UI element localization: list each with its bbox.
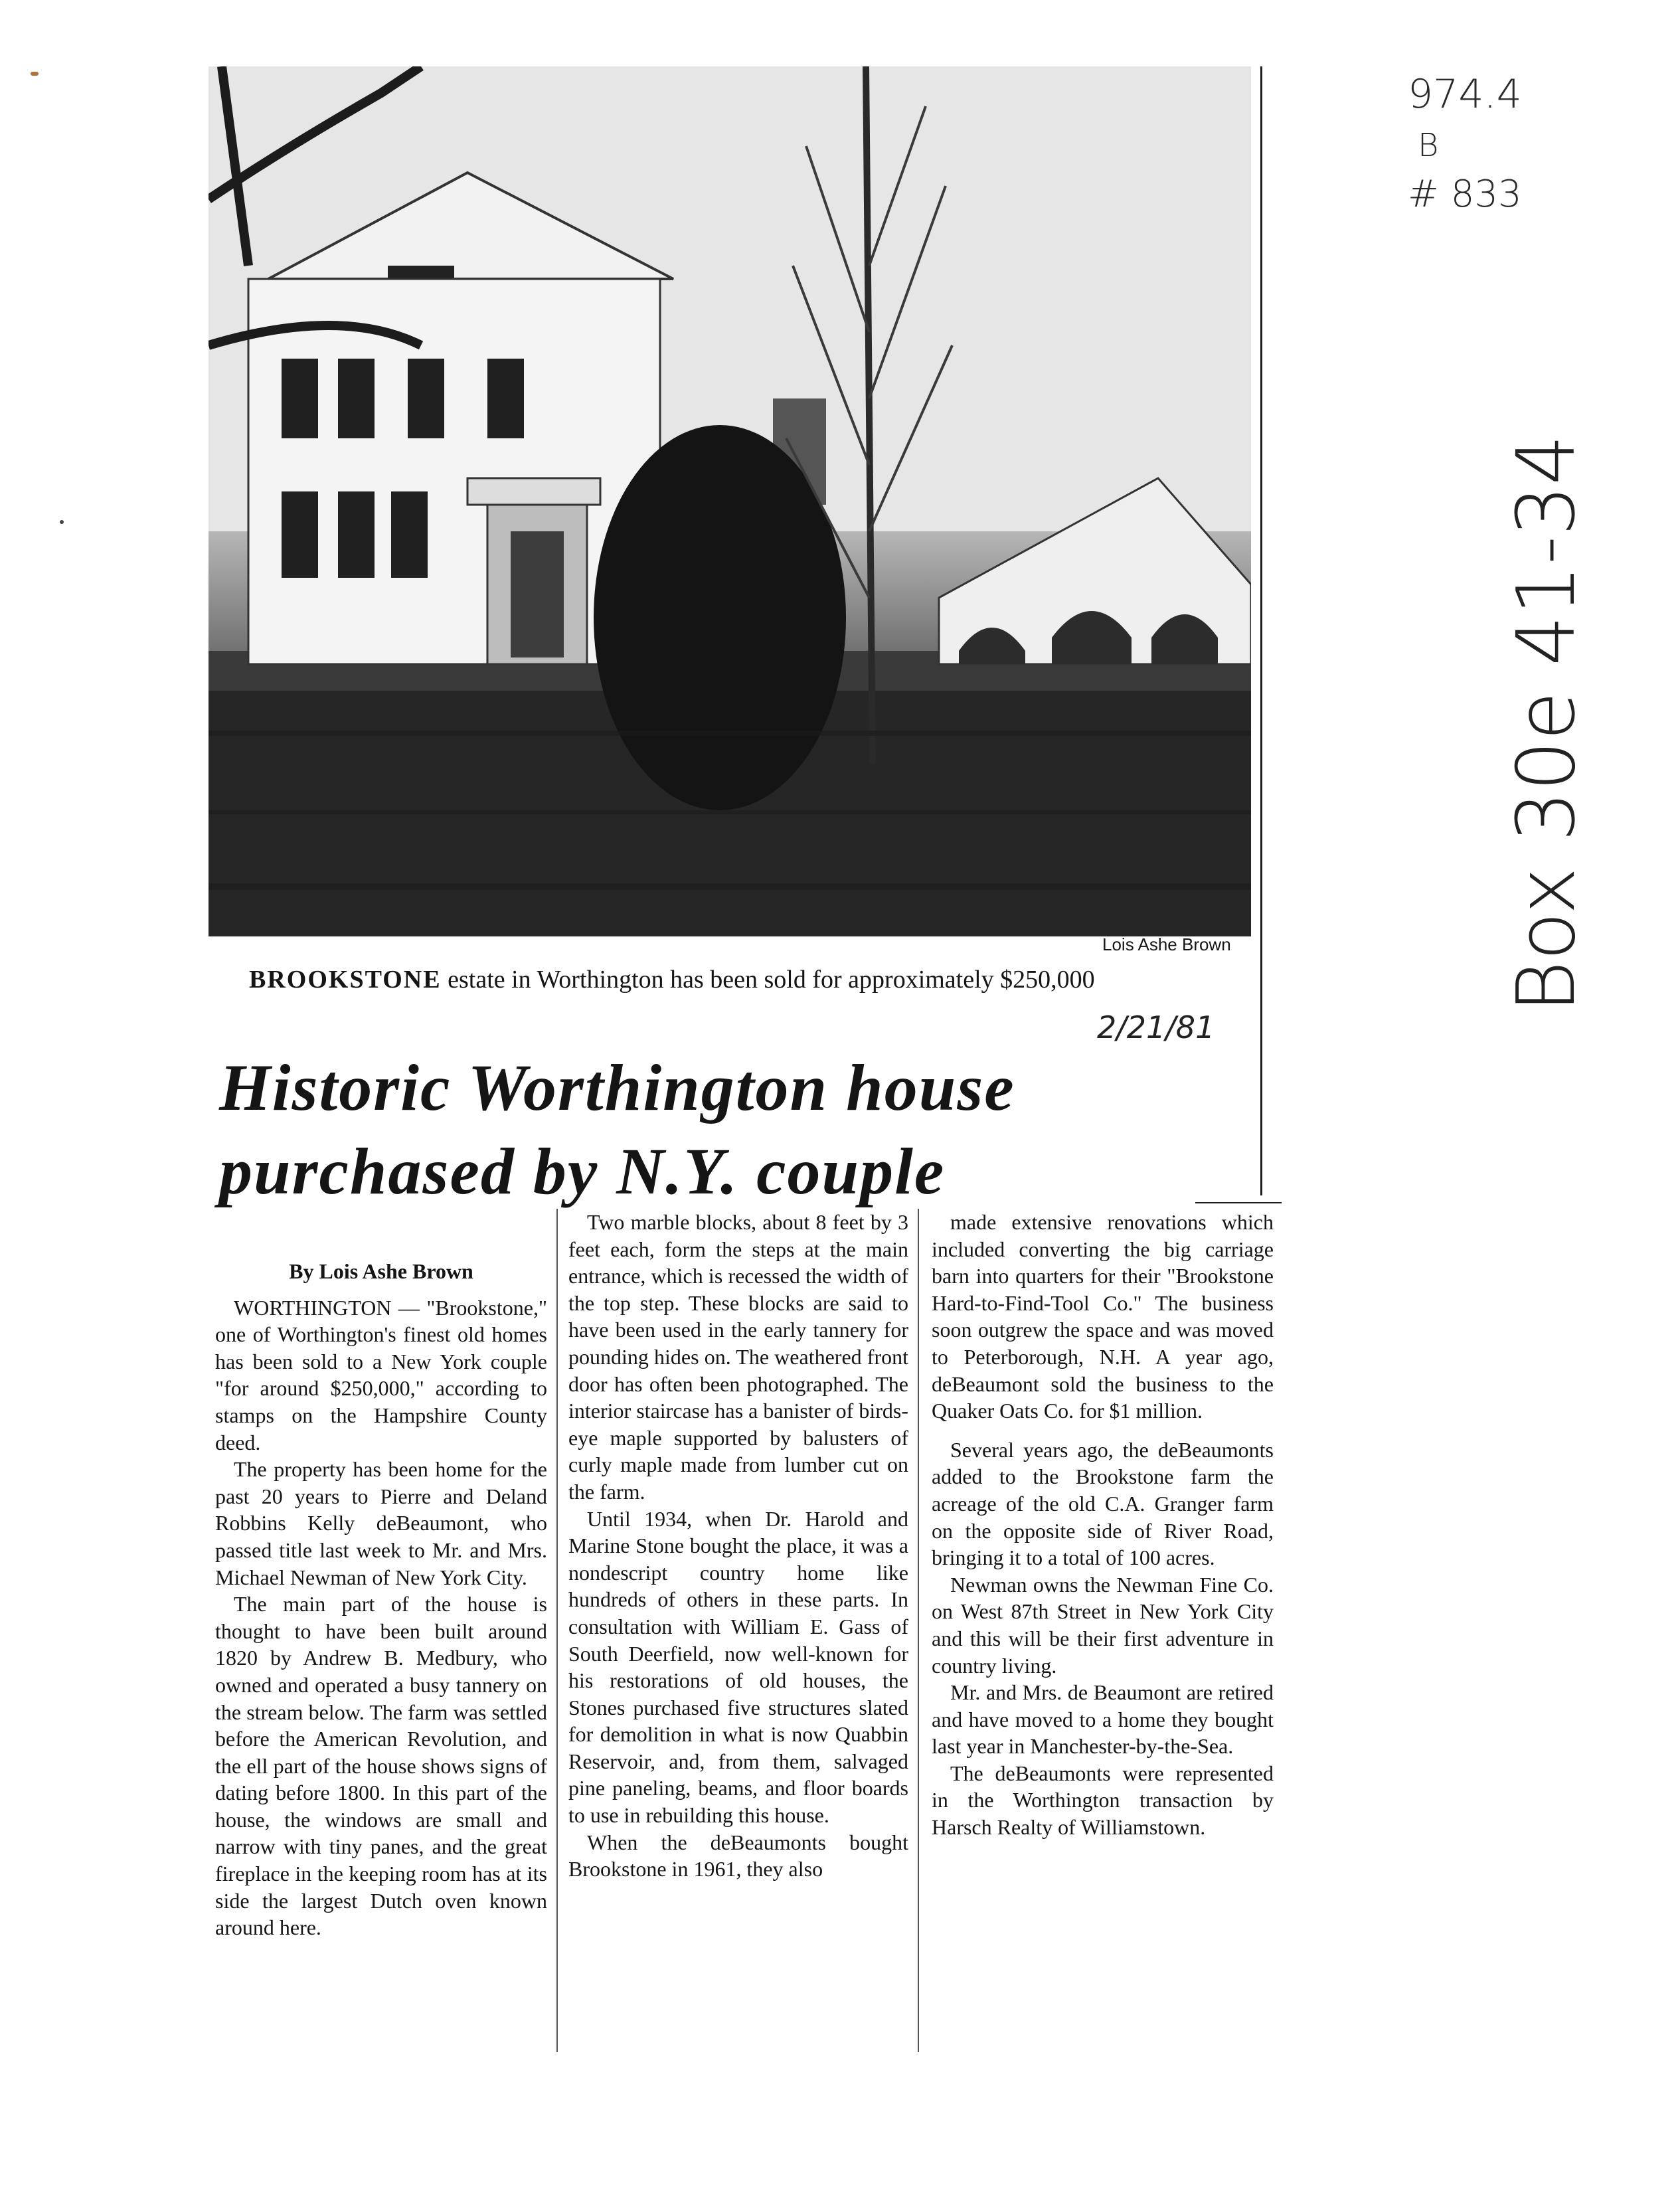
- article-paragraph: When the deBeaumonts bought Brookstone in 1961, they also: [568, 1830, 908, 1882]
- byline: By Lois Ashe Brown: [289, 1259, 473, 1283]
- article-paragraph: made extensive renovations which included converting the big carriage barn into quarters for their "Brookstone Hard-to-Find-Tool Co." The business soon outgrew the space and was moved to Peterborough, N.H. A year ago, deBeaumont sold the business to the Quaker Oats Co. for $1 million.: [932, 1210, 1274, 1423]
- handwritten-box-label: Box 30e 41-34: [1501, 434, 1593, 1013]
- house-photo-illustration: [209, 66, 1251, 936]
- handwritten-call-letter: B: [1418, 127, 1439, 164]
- article-paragraph: The property has been home for the past 20 years to Pierre and Deland Robbins Kelly deBeaumont, who passed title last week to Mr. and Mrs. Michael Newman of New York City.: [215, 1457, 547, 1589]
- photo-caption: [249, 965, 1095, 994]
- article-paragraph: Until 1934, when Dr. Harold and Marine Stone bought the place, it was a nondescript country home like hundreds of others in these parts. In consultation with William E. Gass of South Deerfield, now well-known for his restorations of old houses, the Stones purchased five structures slated for demolition in what is now Quabbin Reservoir, and, from them, salvaged pine paneling, beams, and floor boards to use in rebuilding this house.: [568, 1506, 908, 1828]
- article-paragraph: Two marble blocks, about 8 feet by 3 feet each, form the steps at the main entrance, which is recessed the width of the top step. These blocks are said to have been used in the early tannery for pounding hides on. The weathered front door has often been photographed. The interior staircase has a banister of birds-eye maple supported by balusters of curly maple made from lumber cut on the farm.: [568, 1210, 908, 1504]
- article-paragraph: The main part of the house is thought to have been built around 1820 by Andrew B. Medbury, who owned and operated a busy tannery on the stream below. The farm was settled before the American Revolution, and the ell part of the house shows signs of dating before 1800. In this part of the house, the windows are small and narrow with tiny panes, and the great fireplace in the keeping room has at its side the largest Dutch oven known around here.: [215, 1592, 547, 1940]
- article-paragraph: Several years ago, the deBeaumonts added to the Brookstone farm the acreage of the old C.A. Granger farm on the opposite side of River Road, bringing it to a total of 100 acres.: [932, 1437, 1274, 1570]
- clipping-edge-right: [1260, 66, 1262, 1195]
- caption-text: estate in Worthington has been sold for approximately $250,000: [441, 966, 1095, 994]
- caption-lead: BROOKSTONE: [249, 966, 442, 994]
- article-column-2: [568, 1209, 908, 1883]
- clipping-edge-bottom: [1195, 1202, 1282, 1203]
- handwritten-date: 2/21/81: [1097, 1009, 1215, 1045]
- headline: [219, 1046, 1015, 1213]
- article-paragraph: Mr. and Mrs. de Beaumont are retired and have moved to a home they bought last year in Manchester-by-the-Sea.: [932, 1680, 1274, 1759]
- photo-credit: Lois Ashe Brown: [1102, 934, 1231, 954]
- article-column-1: [215, 1249, 547, 1941]
- page-speck: [60, 520, 64, 524]
- headline-line-1: Historic Worthington house: [219, 1051, 1015, 1124]
- column-rule: [556, 1209, 558, 2052]
- page-speck: [31, 72, 39, 76]
- handwritten-call-number: 974.4: [1408, 71, 1522, 118]
- article-column-3: [932, 1209, 1274, 1841]
- article-paragraph: The deBeaumonts were represented in the Worthington transaction by Harsch Realty of Williamstown.: [932, 1761, 1274, 1840]
- column-rule: [918, 1209, 919, 2052]
- house-photograph: [209, 66, 1251, 936]
- article-paragraph: Newman owns the Newman Fine Co. on West 87th Street in New York City and this will be their first adventure in country living.: [932, 1572, 1274, 1678]
- headline-line-2: purchased by N.Y. couple: [219, 1134, 946, 1208]
- handwritten-item-number: # 833: [1408, 173, 1522, 216]
- article-paragraph: WORTHINGTON — "Brookstone," one of Worthington's finest old homes has been sold to a New York couple "for around $250,000," according to stamps on the Hampshire County deed.: [215, 1295, 547, 1454]
